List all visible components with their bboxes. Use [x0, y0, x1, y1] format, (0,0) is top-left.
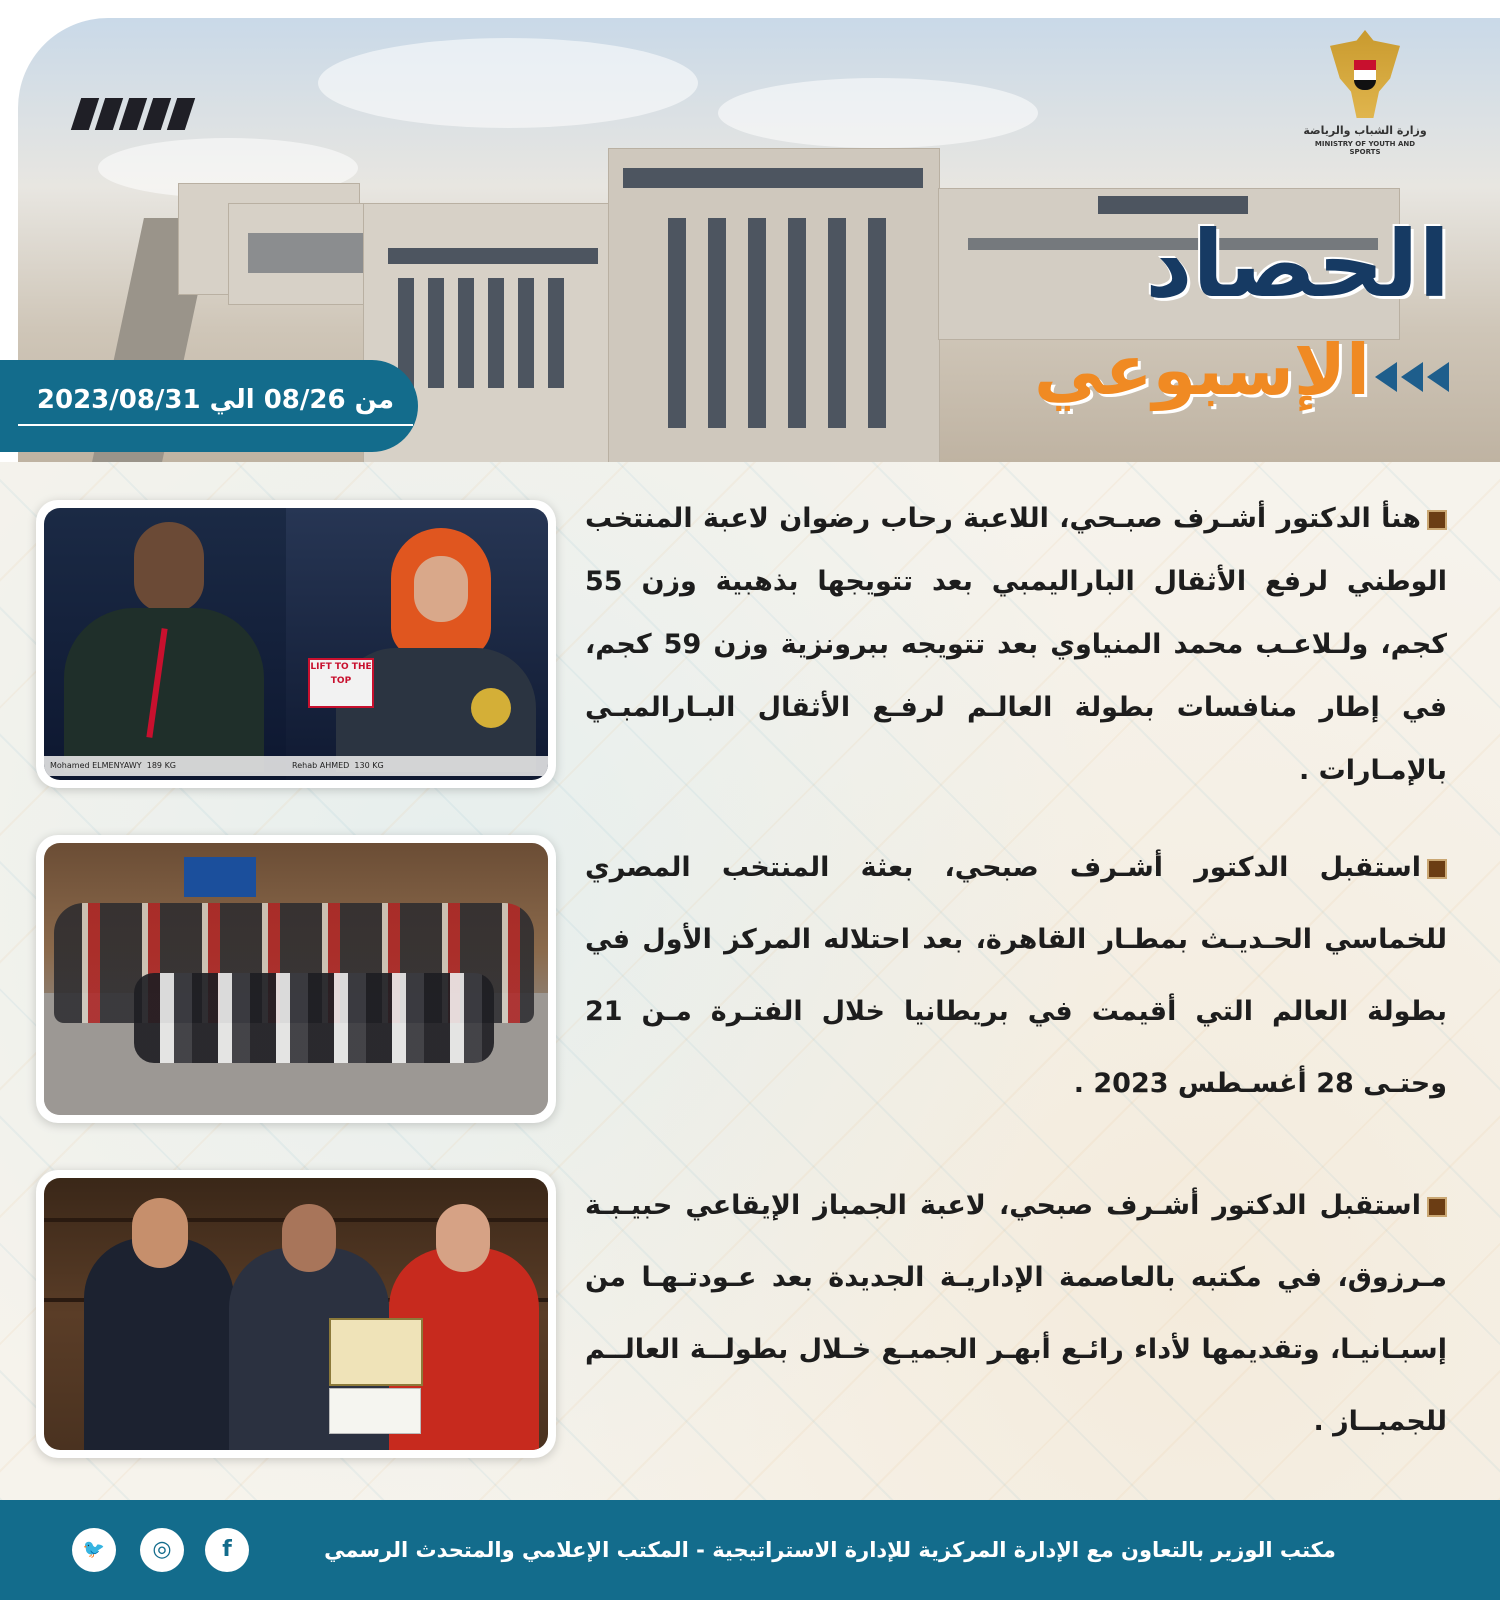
- egypt-eagle-emblem-icon: [1330, 30, 1400, 118]
- news-item-3: [585, 1170, 1447, 1458]
- right-caption-name: Rehab AHMED: [292, 761, 350, 770]
- page-subtitle: الإسبوعي: [1033, 329, 1370, 411]
- decorative-stripes: [76, 98, 196, 130]
- news-text-3: استقبل الدكتور أشـرف صبحي، لاعبة الجمباز الإيقاعي حبيـبـة مـرزوق، في مكتبه بالعاصمة الإداريـة الجديدة بعد عـودتـهـا من إسبـانيـا، وتقديمها لأداء رائـع أبهـر الجميـع خـلال بطولــة العالــم للجمبــاز .: [585, 1190, 1447, 1437]
- logo-name-ar: وزارة الشباب والرياضة: [1303, 124, 1427, 137]
- page-title: الحصاد: [1145, 211, 1450, 318]
- office-meeting-photo: [44, 1178, 548, 1450]
- chevrons-left-icon: [1375, 362, 1465, 392]
- facebook-icon[interactable]: f: [205, 1528, 249, 1572]
- bullet-icon: [1427, 1197, 1447, 1217]
- date-underline: [18, 424, 413, 426]
- athlete-photo-right: [286, 508, 548, 780]
- lift-to-top-sign: LIFT TO THE TOP: [308, 658, 374, 708]
- left-caption-name: Mohamed ELMENYAWY: [50, 761, 142, 770]
- ministry-logo: [1300, 30, 1430, 170]
- team-group-photo: [44, 843, 548, 1115]
- date-badge: [0, 360, 418, 452]
- news-photo-3: [36, 1170, 556, 1458]
- footer-credit: مكتب الوزير بالتعاون مع الإدارة المركزية للإدارة الاستراتيجية - المكتب الإعلامي والمتحدث الرسمي: [324, 1538, 1336, 1562]
- news-item-2: [585, 832, 1447, 1120]
- news-text-1: هنأ الدكتور أشـرف صبـحي، اللاعبة رحاب رضوان لاعبة المنتخب الوطني لرفع الأثقال الباراليمبي بعد تتويجها بذهبية وزن 55 كجم، ولـلاعـب محمد المنياوي بعد تتويجه ببرونزية وزن 59 كجم، في إطار منافسات بطولة العالـم لرفـع الأثقال البـارالمبـي بالإمـارات .: [585, 503, 1447, 786]
- news-text-2: استقبل الدكتور أشـرف صبحي، بعثة المنتخب المصري للخماسي الحـديـث بمطـار القاهرة، بعد احتلاله المركز الأول في بطولة العالم التي أقيمت في بريطانيا خلال الفتـرة مـن 21 وحتـى 28 أغسـطس 2023 .: [585, 852, 1447, 1099]
- news-photo-1: [36, 500, 556, 788]
- left-caption-value: 189 KG: [146, 761, 177, 770]
- bullet-icon: [1427, 859, 1447, 879]
- news-item-1: [585, 487, 1447, 802]
- instagram-icon[interactable]: ◎: [140, 1528, 184, 1572]
- gold-medal-icon: [471, 688, 511, 728]
- twitter-icon[interactable]: 🐦: [72, 1528, 116, 1572]
- footer: [0, 1500, 1500, 1600]
- bullet-icon: [1427, 510, 1447, 530]
- certificate: [329, 1318, 423, 1386]
- header-banner: [0, 0, 1500, 462]
- right-caption-value: 130 KG: [354, 761, 384, 770]
- news-photo-2: [36, 835, 556, 1123]
- athlete-photo-left: [44, 508, 286, 780]
- logo-name-en: MINISTRY OF YOUTH AND SPORTS: [1314, 140, 1416, 156]
- date-range: من 08/26 الي 2023/08/31: [36, 385, 395, 415]
